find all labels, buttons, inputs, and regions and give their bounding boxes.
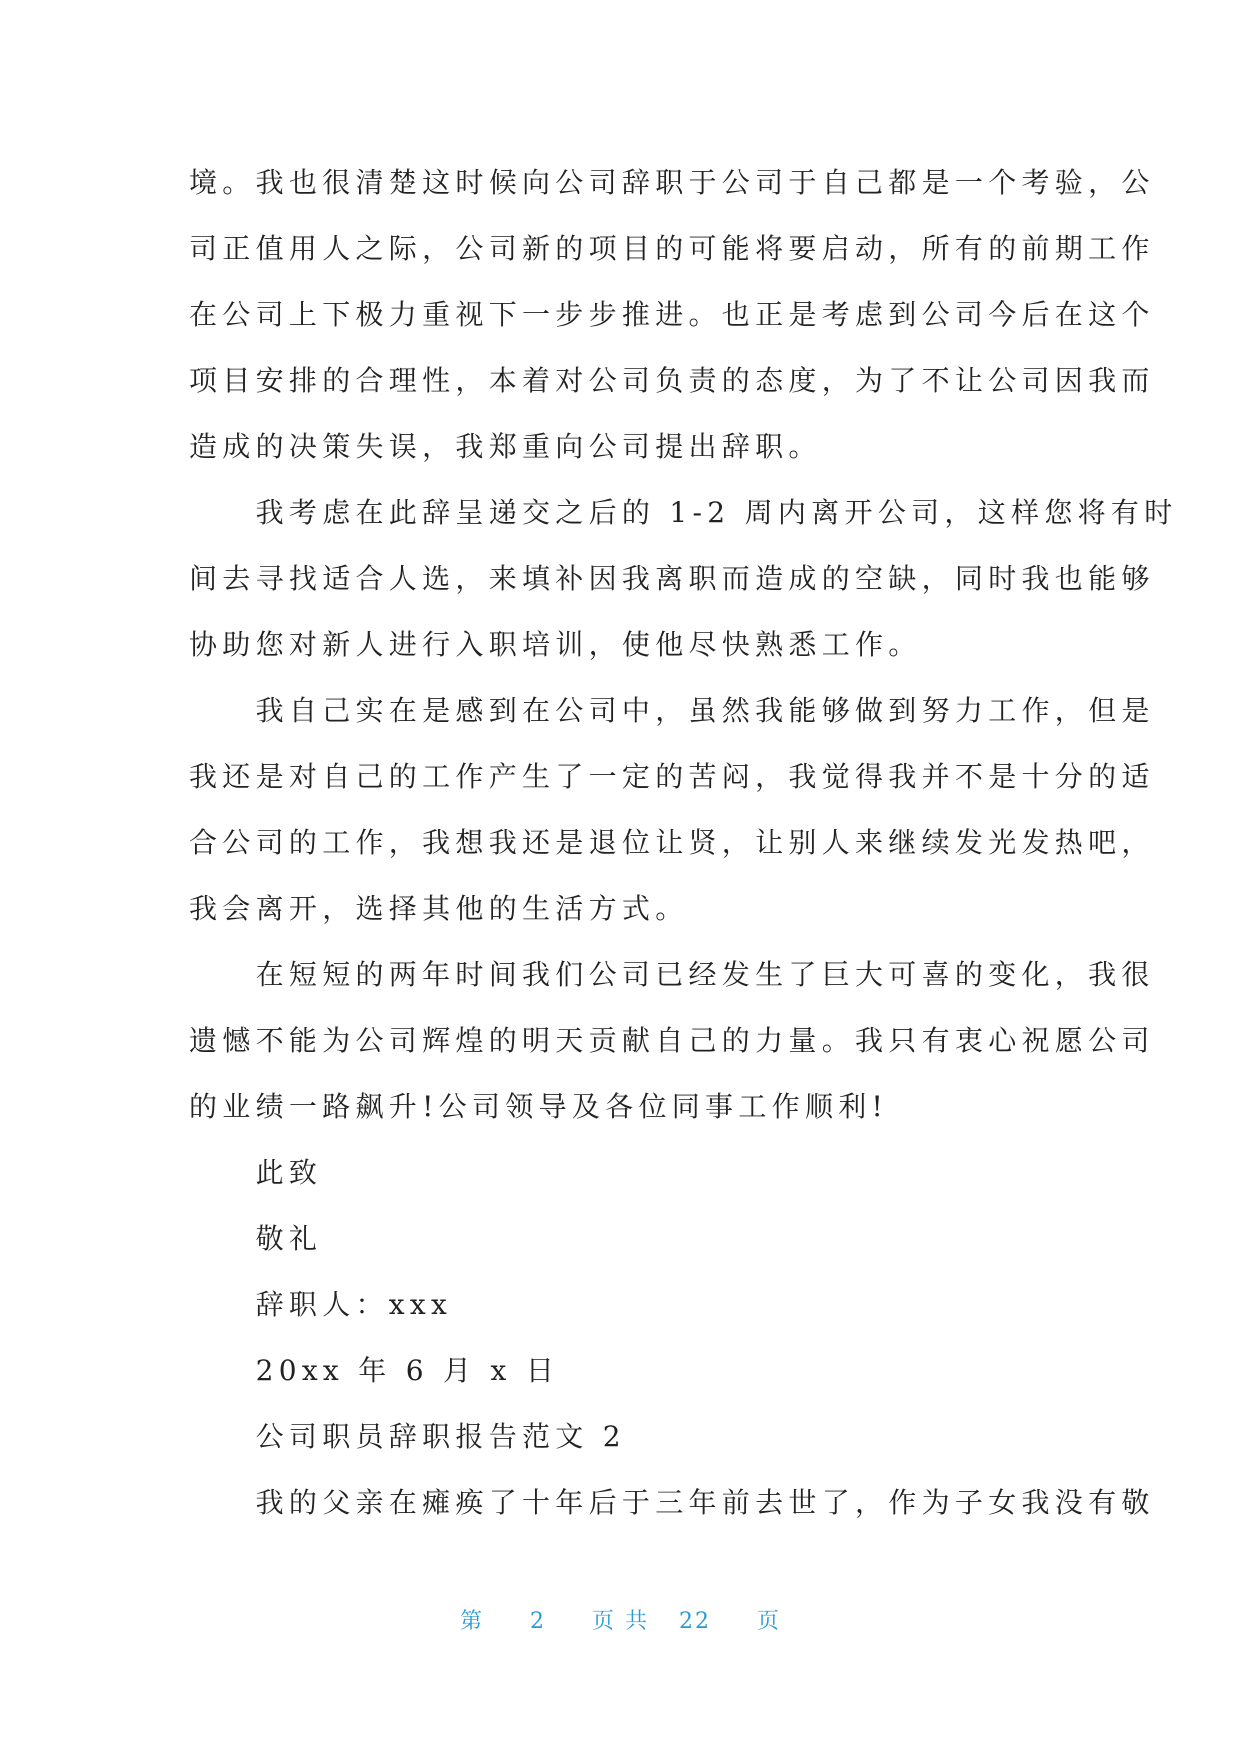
text-line: 我考虑在此辞呈递交之后的 1-2 周内离开公司，这样您将有时 (189, 496, 1178, 529)
footer-middle: 页 共 (592, 1609, 649, 1634)
body-text (189, 150, 1178, 1536)
text-line: 合公司的工作，我想我还是退位让贤，让别人来继续发光发热吧， (189, 826, 1155, 859)
text-line: 我自己实在是感到在公司中，虽然我能够做到努力工作，但是 (189, 694, 1155, 727)
text-line: 司正值用人之际，公司新的项目的可能将要启动，所有的前期工作 (189, 232, 1155, 265)
text-line: 境。我也很清楚这时候向公司辞职于公司于自己都是一个考验，公 (189, 166, 1155, 199)
text-line: 间去寻找适合人选，来填补因我离职而造成的空缺，同时我也能够 (189, 562, 1155, 595)
section-heading: 公司职员辞职报告范文 2 (189, 1420, 626, 1453)
text-line: 在公司上下极力重视下一步步推进。也正是考虑到公司今后在这个 (189, 298, 1155, 331)
signature-line: 辞职人：xxx (189, 1288, 453, 1321)
text-line: 我会离开，选择其他的生活方式。 (189, 892, 689, 925)
text-line: 在短短的两年时间我们公司已经发生了巨大可喜的变化，我很 (189, 958, 1155, 991)
text-line: 遗憾不能为公司辉煌的明天贡献自己的力量。我只有衷心祝愿公司 (189, 1024, 1155, 1057)
text-line: 项目安排的合理性，本着对公司负责的态度，为了不让公司因我而 (189, 364, 1155, 397)
footer-prefix: 第 (459, 1609, 484, 1634)
text-line: 的业绩一路飙升!公司领导及各位同事工作顺利! (189, 1090, 889, 1123)
closing-line: 敬礼 (189, 1222, 323, 1255)
closing-line: 此致 (189, 1156, 323, 1189)
footer-page-number: 2 (530, 1609, 546, 1634)
footer-suffix: 页 (757, 1609, 782, 1634)
text-line: 我的父亲在瘫痪了十年后于三年前去世了，作为子女我没有敬 (189, 1486, 1155, 1519)
footer-total-pages: 22 (679, 1609, 711, 1634)
text-line: 我还是对自己的工作产生了一定的苦闷，我觉得我并不是十分的适 (189, 760, 1155, 793)
text-line: 协助您对新人进行入职培训，使他尽快熟悉工作。 (189, 628, 922, 661)
page-footer (0, 1604, 1241, 1635)
text-line: 造成的决策失误，我郑重向公司提出辞职。 (189, 430, 822, 463)
date-line: 20xx 年 6 月 x 日 (189, 1354, 560, 1387)
